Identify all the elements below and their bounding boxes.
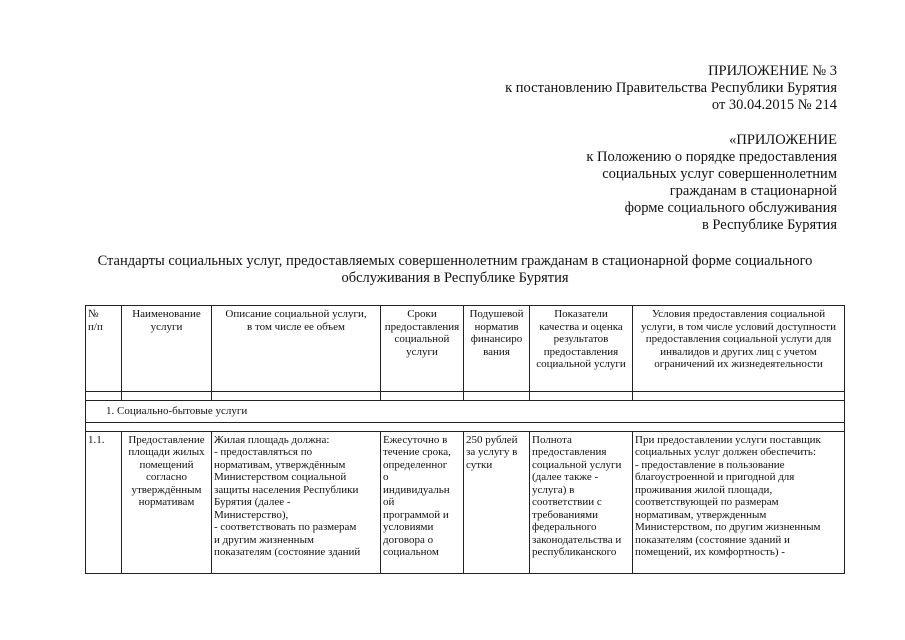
appendix-3-title: ПРИЛОЖЕНИЕ № 3: [708, 63, 837, 79]
section-row: [86, 401, 845, 423]
row-num: 1.1.: [86, 431, 122, 573]
appendix-line: к Положению о порядке предоставления: [586, 149, 837, 165]
decree-date: от 30.04.2015 № 214: [711, 97, 837, 113]
row-description: Жилая площадь должна: - предоставляться по нормативам, утверждённым Министерством социальной защиты населения Республики Бурятия (далее - Министерство), - соответствовать по размерам и другим жизненным показателям (состояние зданий: [212, 431, 381, 573]
appendix-line: социальных услуг совершеннолетним: [602, 166, 837, 182]
document-title: [60, 253, 850, 287]
document-title-line: Стандарты социальных услуг, предоставляемых совершеннолетним гражданам в стационарной форме социального: [97, 253, 813, 269]
appendix-block: [586, 132, 837, 234]
spacer-row: [86, 422, 845, 431]
appendix-3-block: [505, 63, 837, 114]
header-norm: Подушевой норматив финансиро вания: [464, 306, 530, 392]
appendix-line: форме социального обслуживания: [624, 200, 837, 216]
header-name: Наименование услуги: [122, 306, 212, 392]
header-indicators: Показатели качества и оценка результатов предоставления социальной услуги: [530, 306, 633, 392]
row-name: Предоставление площади жилых помещений согласно утверждённым нормативам: [122, 431, 212, 573]
header-description: Описание социальной услуги, в том числе ее объем: [212, 306, 381, 392]
spacer-row: [86, 392, 845, 401]
header-num: № п/п: [86, 306, 122, 392]
row-conditions: При предоставлении услуги поставщик социальных услуг должен обеспечить: - предоставление в пользование благоустроенной и пригодной для проживания жилой площади, соответствующей по размерам нормативам, утвержденным Министерством, по другим жизненным показателям (состояние зданий и помещений, их комфортность) -: [633, 431, 845, 573]
document-title-line: обслуживания в Республике Бурятия: [341, 270, 569, 286]
standards-table: [85, 305, 845, 574]
header-term: Сроки предоставления социальной услуги: [381, 306, 464, 392]
row-term: Ежесуточно в течение срока, определенног о индивидуальн ой программой и условиями договора о социальном: [381, 431, 464, 573]
row-norm: 250 рублей за услугу в сутки: [464, 431, 530, 573]
header-conditions: Условия предоставления социальной услуги, в том числе условий доступности предоставления социальной услуги для инвалидов и других лиц с учетом ограничений их жизнедеятельности: [633, 306, 845, 392]
section-title: 1. Социально-бытовые услуги: [86, 401, 845, 423]
row-indicators: Полнота предоставления социальной услуги (далее также - услуга) в соответствии с требованиями федерального законодательства и республиканского: [530, 431, 633, 573]
table-row: [86, 431, 845, 573]
decree-reference: к постановлению Правительства Республики Бурятия: [505, 80, 837, 96]
appendix-line: гражданам в стационарной: [669, 183, 837, 199]
appendix-title: «ПРИЛОЖЕНИЕ: [729, 132, 837, 148]
table-header-row: [86, 306, 845, 392]
appendix-line: в Республике Бурятия: [701, 217, 837, 233]
